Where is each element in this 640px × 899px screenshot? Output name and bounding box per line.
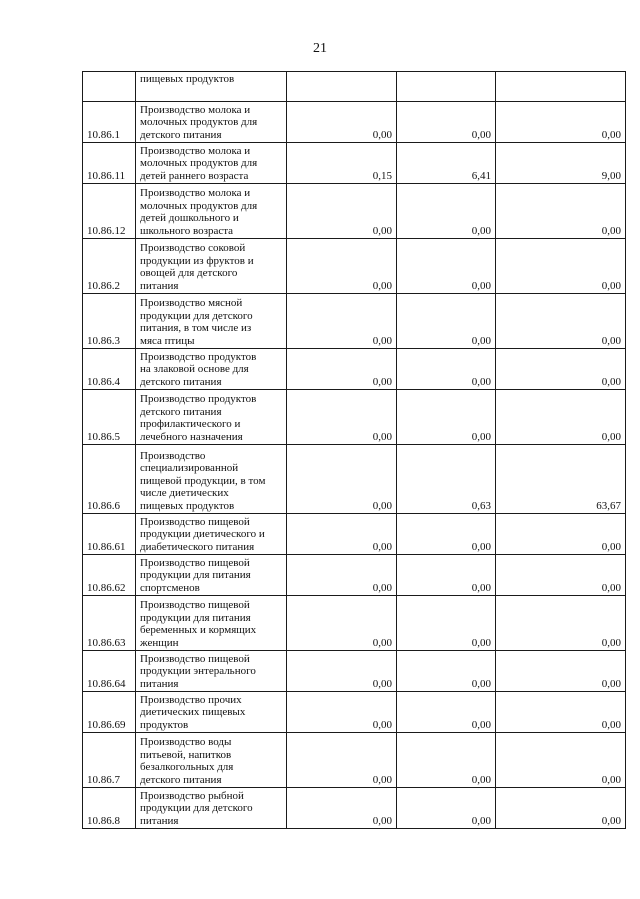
row-value-2: 0,00 — [397, 102, 496, 143]
table-row — [83, 143, 626, 184]
row-value-1: 0,00 — [287, 514, 397, 555]
row-name: Производство воды питьевой, напитков безалкогольных для детского питания — [136, 733, 287, 788]
row-code: 10.86.62 — [83, 555, 136, 596]
row-value-2: 0,00 — [397, 390, 496, 445]
table-row — [83, 651, 626, 692]
row-code: 10.86.69 — [83, 692, 136, 733]
row-value-1: 0,00 — [287, 294, 397, 349]
row-value-3: 0,00 — [496, 514, 626, 555]
row-value-2: 0,00 — [397, 514, 496, 555]
row-value-3: 0,00 — [496, 239, 626, 294]
row-name: Производство мясной продукции для детского питания, в том числе из мяса птицы — [136, 294, 287, 349]
table-row — [83, 72, 626, 102]
table-row — [83, 555, 626, 596]
row-value-2: 0,00 — [397, 733, 496, 788]
row-value-1: 0,00 — [287, 184, 397, 239]
data-table — [82, 71, 626, 829]
table-body — [83, 72, 626, 829]
table-row — [83, 445, 626, 514]
row-value-1 — [287, 72, 397, 102]
row-value-3: 9,00 — [496, 143, 626, 184]
row-value-1: 0,15 — [287, 143, 397, 184]
table-row — [83, 184, 626, 239]
table-row — [83, 102, 626, 143]
table-row — [83, 514, 626, 555]
table-row — [83, 733, 626, 788]
table-row — [83, 692, 626, 733]
row-name: Производство прочих диетических пищевых продуктов — [136, 692, 287, 733]
row-value-1: 0,00 — [287, 349, 397, 390]
row-code — [83, 72, 136, 102]
row-value-1: 0,00 — [287, 733, 397, 788]
row-code: 10.86.5 — [83, 390, 136, 445]
page-number: 21 — [313, 41, 327, 56]
table-row — [83, 294, 626, 349]
row-value-1: 0,00 — [287, 555, 397, 596]
table-row — [83, 596, 626, 651]
row-code: 10.86.7 — [83, 733, 136, 788]
row-value-1: 0,00 — [287, 390, 397, 445]
row-name: Производство специализированной пищевой продукции, в том числе диетических пищевых продуктов — [136, 445, 287, 514]
row-name: Производство пищевой продукции для питания спортсменов — [136, 555, 287, 596]
row-value-1: 0,00 — [287, 102, 397, 143]
row-value-3: 0,00 — [496, 733, 626, 788]
row-name: Производство молока и молочных продуктов для детей раннего возраста — [136, 143, 287, 184]
row-value-2: 0,00 — [397, 596, 496, 651]
row-value-3: 0,00 — [496, 349, 626, 390]
row-value-1: 0,00 — [287, 788, 397, 829]
row-value-1: 0,00 — [287, 445, 397, 514]
row-value-1: 0,00 — [287, 239, 397, 294]
row-code: 10.86.64 — [83, 651, 136, 692]
row-value-1: 0,00 — [287, 596, 397, 651]
row-value-2: 0,00 — [397, 239, 496, 294]
table-row — [83, 390, 626, 445]
row-value-3: 0,00 — [496, 102, 626, 143]
row-value-3: 0,00 — [496, 651, 626, 692]
row-code: 10.86.2 — [83, 239, 136, 294]
table-row — [83, 788, 626, 829]
row-name: Производство молока и молочных продуктов для детей дошкольного и школьного возраста — [136, 184, 287, 239]
row-code: 10.86.11 — [83, 143, 136, 184]
row-code: 10.86.63 — [83, 596, 136, 651]
row-value-2: 0,00 — [397, 294, 496, 349]
table-row — [83, 239, 626, 294]
row-value-2: 0,00 — [397, 692, 496, 733]
table-row — [83, 349, 626, 390]
row-name: Производство молока и молочных продуктов для детского питания — [136, 102, 287, 143]
row-name: пищевых продуктов — [136, 72, 287, 102]
row-name: Производство продуктов на злаковой основе для детского питания — [136, 349, 287, 390]
row-value-3: 0,00 — [496, 390, 626, 445]
row-name: Производство соковой продукции из фруктов и овощей для детского питания — [136, 239, 287, 294]
row-name: Производство рыбной продукции для детского питания — [136, 788, 287, 829]
row-name: Производство пищевой продукции для питания беременных и кормящих женщин — [136, 596, 287, 651]
row-code: 10.86.3 — [83, 294, 136, 349]
row-value-2: 0,00 — [397, 651, 496, 692]
row-value-3: 63,67 — [496, 445, 626, 514]
row-value-2 — [397, 72, 496, 102]
row-name: Производство пищевой продукции энтерального питания — [136, 651, 287, 692]
row-value-3: 0,00 — [496, 294, 626, 349]
row-value-2: 0,00 — [397, 788, 496, 829]
row-value-1: 0,00 — [287, 692, 397, 733]
row-name: Производство продуктов детского питания профилактического и лечебного назначения — [136, 390, 287, 445]
row-code: 10.86.61 — [83, 514, 136, 555]
row-value-3: 0,00 — [496, 555, 626, 596]
row-value-2: 6,41 — [397, 143, 496, 184]
row-value-3 — [496, 72, 626, 102]
row-value-3: 0,00 — [496, 692, 626, 733]
row-code: 10.86.4 — [83, 349, 136, 390]
row-value-2: 0,63 — [397, 445, 496, 514]
row-name: Производство пищевой продукции диетического и диабетического питания — [136, 514, 287, 555]
row-code: 10.86.8 — [83, 788, 136, 829]
row-value-2: 0,00 — [397, 555, 496, 596]
row-value-2: 0,00 — [397, 184, 496, 239]
row-code: 10.86.12 — [83, 184, 136, 239]
row-code: 10.86.6 — [83, 445, 136, 514]
row-value-3: 0,00 — [496, 788, 626, 829]
row-value-2: 0,00 — [397, 349, 496, 390]
row-value-3: 0,00 — [496, 184, 626, 239]
row-value-1: 0,00 — [287, 651, 397, 692]
row-value-3: 0,00 — [496, 596, 626, 651]
row-code: 10.86.1 — [83, 102, 136, 143]
